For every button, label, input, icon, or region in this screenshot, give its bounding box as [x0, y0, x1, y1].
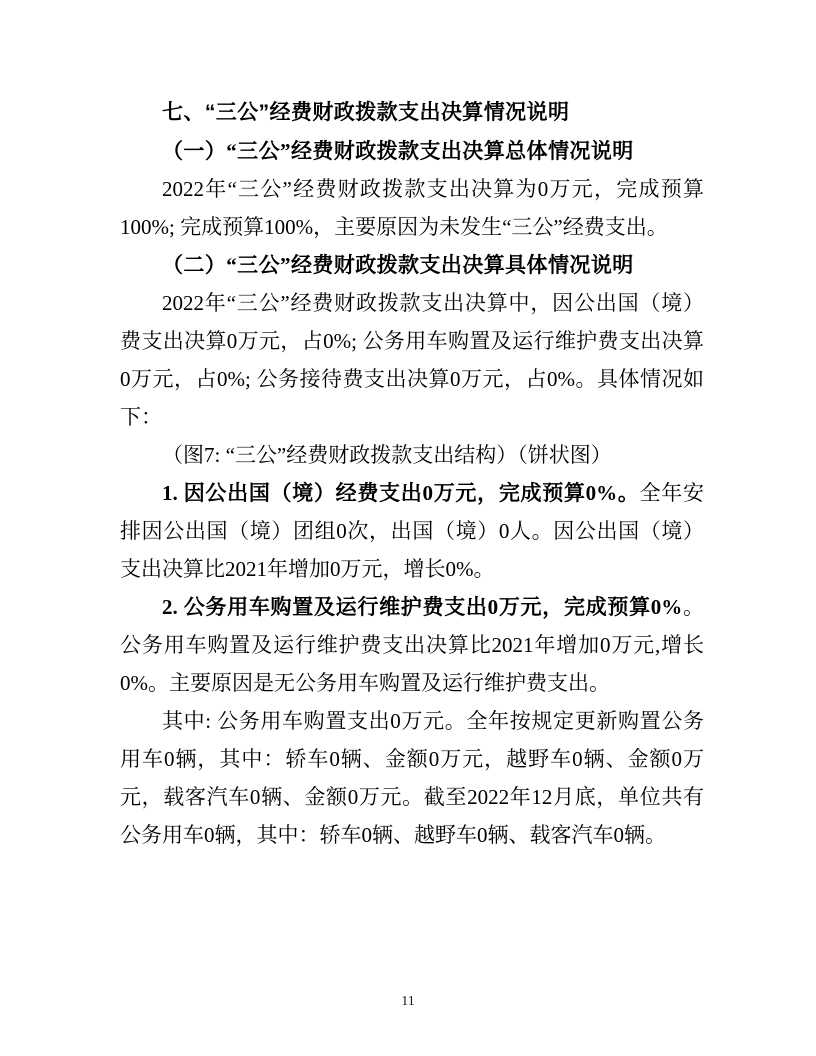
document-body	[120, 94, 704, 854]
paragraph-overall: 2022年“三公”经费财政拨款支出决算为0万元，完成预算100%; 完成预算100%，主要原因为未发生“三公”经费支出。	[120, 177, 704, 239]
heading-main: 七、“三公”经费财政拨款支出决算情况说明	[162, 101, 570, 124]
heading-section-2: （二）“三公”经费财政拨款支出决算具体情况说明	[162, 253, 634, 277]
item-2-paragraph	[120, 588, 704, 702]
page-number: 11	[401, 994, 415, 1009]
item-1-paragraph	[120, 474, 704, 588]
item-2-body: 。公务用车购置及运行维护费支出决算比2021年增加0万元,增长0%。主要原因是无公务用车购置及运行维护费支出。	[120, 595, 705, 695]
paragraph-vehicle-detail: 其中: 公务用车购置支出0万元。全年按规定更新购置公务用车0辆，其中：轿车0辆、金额0万元，越野车0辆、金额0万元，载客汽车0辆、金额0万元。截至2022年12月底，单位共有公务用车0辆，其中：轿车0辆、越野车0辆、载客汽车0辆。	[120, 709, 704, 847]
heading-section-1: （一）“三公”经费财政拨款支出决算总体情况说明	[162, 139, 634, 163]
figure-caption: （图7: “三公”经费财政拨款支出结构）（饼状图）	[162, 443, 612, 467]
item-1-body: 全年安排因公出国（境）团组0次，出国（境）0人。因公出国（境）支出决算比2021年增加0万元，增长0%。	[120, 481, 705, 581]
item-1-lead: 1. 因公出国（境）经费支出0万元，完成预算0%。	[162, 481, 640, 505]
item-2-lead: 2. 公务用车购置及运行维护费支出0万元，完成预算0%	[162, 595, 683, 619]
paragraph-detail-intro: 2022年“三公”经费财政拨款支出决算中，因公出国（境）费支出决算0万元，占0%; 公务用车购置及运行维护费支出决算0万元，占0%; 公务接待费支出决算0万元，占0%。具体情况如下：	[120, 291, 704, 429]
